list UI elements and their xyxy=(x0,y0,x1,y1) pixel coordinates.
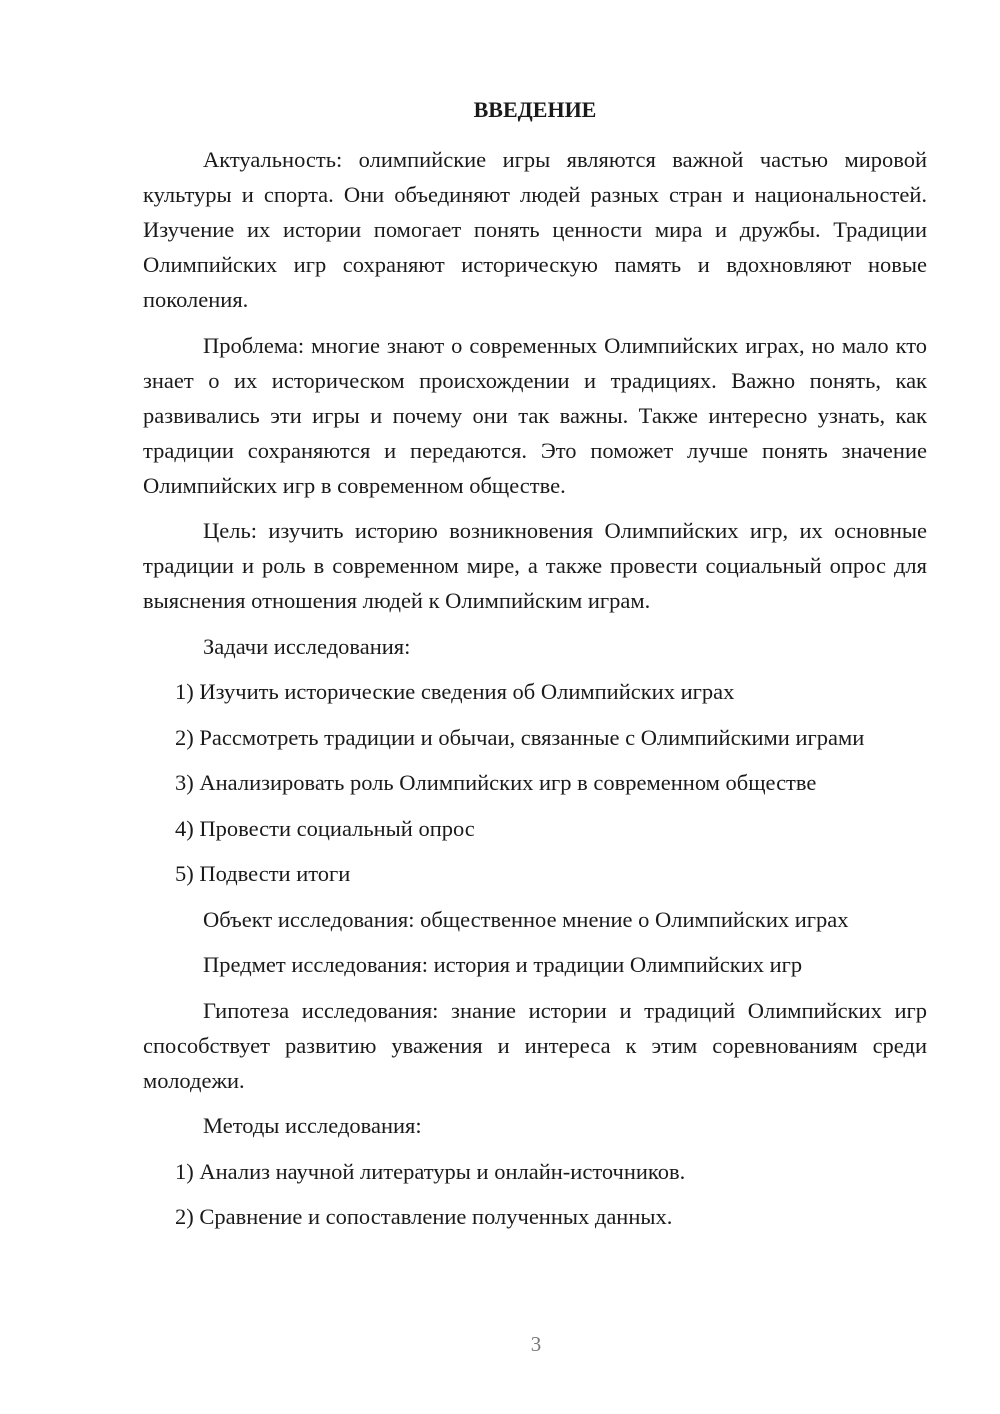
task-item: 5) Подвести итоги xyxy=(175,861,351,886)
page-number: 3 xyxy=(530,1332,542,1356)
task-item: 2) Рассмотреть традиции и обычаи, связанные с Олимпийскими играми xyxy=(175,724,865,750)
task-item: 3) Анализировать роль Олимпийских игр в современном обществе xyxy=(175,770,817,795)
method-item: 1) Анализ научной литературы и онлайн-источников. xyxy=(175,1158,686,1184)
paragraph-problem: Проблема: многие знают о современных Олимпийских играх, но мало кто знает о их историческом происхождении и традициях. Важно понять, как развивались эти игры и почему они так важны. Также интересно узнать, как традиции сохраняются и передаются. Это поможет лучше понять значение Олимпийских игр в современном обществе. xyxy=(143,332,927,498)
methods-heading: Методы исследования: xyxy=(203,1113,422,1138)
research-object: Объект исследования: общественное мнение о Олимпийских играх xyxy=(203,906,849,932)
paragraph-relevance: Актуальность: олимпийские игры являются важной частью мировой культуры и спорта. Они объединяют людей разных стран и национальностей. Изучение их истории помогает понять ценности мира и дружбы. Традиции Олимпийских игр сохраняют историческую память и вдохновляют новые поколения. xyxy=(143,147,927,312)
research-hypothesis: Гипотеза исследования: знание истории и традиций Олимпийских игр способствует развитию уважения и интереса к этим соревнованиям среди молодежи. xyxy=(143,997,927,1093)
method-item: 2) Сравнение и сопоставление полученных данных. xyxy=(175,1204,673,1229)
task-item: 4) Провести социальный опрос xyxy=(175,815,475,841)
research-subject: Предмет исследования: история и традиции Олимпийских игр xyxy=(203,952,803,977)
section-title: ВВЕДЕНИЕ xyxy=(473,97,597,122)
document-page xyxy=(143,92,927,1245)
task-item: 1) Изучить исторические сведения об Олимпийских играх xyxy=(175,679,735,704)
tasks-heading: Задачи исследования: xyxy=(203,633,411,659)
paragraph-goal: Цель: изучить историю возникновения Олимпийских игр, их основные традиции и роль в современном мире, а также провести социальный опрос для выяснения отношения людей к Олимпийским играм. xyxy=(143,518,927,613)
